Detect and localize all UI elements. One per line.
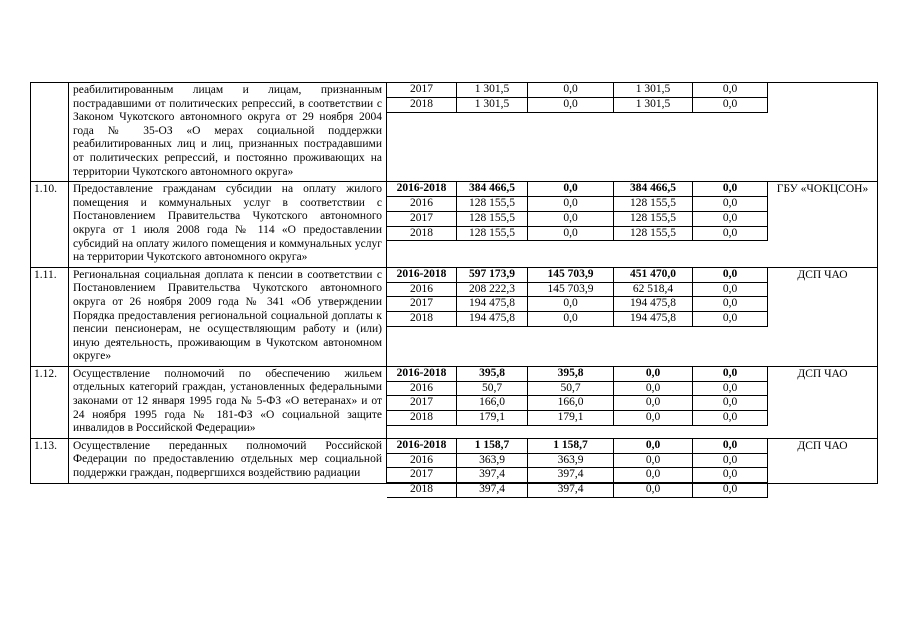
responsible-executor: ГБУ «ЧОКЦСОН»	[776, 183, 869, 196]
year-cell: 2018	[387, 98, 457, 112]
total-cell: 397,4	[457, 483, 528, 497]
row-description: Осуществление переданных полномочий Российской Федерации по предоставлению отдельных мер социальной поддержки граждан, подвергшихся воздействию радиации	[69, 439, 387, 483]
other-sources-cell: 0,0	[693, 468, 768, 482]
funding-row	[387, 212, 768, 227]
federal-budget-cell: 0,0	[528, 227, 614, 241]
district-budget-cell: 0,0	[614, 367, 693, 381]
funding-row	[387, 454, 768, 469]
row-number: 1.13.	[31, 439, 69, 483]
table-row	[30, 367, 878, 439]
funding-row	[387, 283, 768, 298]
other-sources-cell: 0,0	[693, 268, 768, 282]
total-cell: 397,4	[457, 468, 528, 482]
funding-grid	[387, 83, 768, 113]
year-cell: 2017	[387, 396, 457, 410]
total-cell: 1 158,7	[457, 439, 528, 453]
other-sources-cell: 0,0	[693, 297, 768, 311]
total-cell: 194 475,8	[457, 312, 528, 326]
year-cell: 2016-2018	[387, 367, 457, 381]
row-number: 1.10.	[31, 182, 69, 267]
table-row	[30, 182, 878, 268]
year-cell: 2016-2018	[387, 439, 457, 453]
other-sources-cell: 0,0	[693, 396, 768, 410]
year-cell: 2017	[387, 468, 457, 482]
year-cell: 2016	[387, 454, 457, 468]
district-budget-cell: 194 475,8	[614, 312, 693, 326]
federal-budget-cell: 0,0	[528, 182, 614, 196]
other-sources-cell: 0,0	[693, 454, 768, 468]
year-cell: 2016-2018	[387, 268, 457, 282]
year-cell: 2018	[387, 411, 457, 425]
other-sources-cell: 0,0	[693, 367, 768, 381]
total-cell: 128 155,5	[457, 212, 528, 226]
federal-budget-cell: 179,1	[528, 411, 614, 425]
funding-row	[387, 411, 768, 426]
table-row	[30, 268, 878, 367]
funding-grid	[387, 367, 768, 426]
total-cell: 363,9	[457, 454, 528, 468]
total-cell: 179,1	[457, 411, 528, 425]
funding-row	[387, 439, 768, 454]
responsible-executor: ДСП ЧАО	[797, 268, 848, 281]
federal-budget-cell: 397,4	[528, 483, 614, 497]
federal-budget-cell: 395,8	[528, 367, 614, 381]
other-sources-cell: 0,0	[693, 197, 768, 211]
district-budget-cell: 194 475,8	[614, 297, 693, 311]
federal-budget-cell: 397,4	[528, 468, 614, 482]
row-description: реабилитированным лицам и лицам, признанным пострадавшими от политических репрессий, в соответствии с Законом Чукотского автономного округа от 29 ноября 2004 года № 35-ОЗ «О мерах социальной поддержки реабилитированных лиц и лиц, признанных пострадавшими от политических репрессий, и постоянно проживающих на территории Чукотского автономного округа»	[69, 83, 387, 181]
federal-budget-cell: 0,0	[528, 98, 614, 112]
funding-grid	[387, 182, 768, 241]
total-cell: 50,7	[457, 382, 528, 396]
responsible-executor: ДСП ЧАО	[797, 439, 848, 452]
funding-row	[387, 483, 768, 498]
funding-row	[387, 227, 768, 242]
federal-budget-cell: 0,0	[528, 312, 614, 326]
total-cell: 395,8	[457, 367, 528, 381]
funding-row	[387, 98, 768, 113]
funding-row	[387, 197, 768, 212]
federal-budget-cell: 1 158,7	[528, 439, 614, 453]
federal-budget-cell: 0,0	[528, 212, 614, 226]
federal-budget-cell: 0,0	[528, 197, 614, 211]
funding-row	[387, 297, 768, 312]
funding-row	[387, 83, 768, 98]
district-budget-cell: 128 155,5	[614, 227, 693, 241]
table-row	[30, 438, 878, 496]
district-budget-cell: 0,0	[614, 483, 693, 497]
district-budget-cell: 1 301,5	[614, 98, 693, 112]
total-cell: 166,0	[457, 396, 528, 410]
district-budget-cell: 128 155,5	[614, 197, 693, 211]
federal-budget-cell: 166,0	[528, 396, 614, 410]
year-cell: 2018	[387, 483, 457, 497]
table-row	[30, 82, 878, 182]
responsible-executor	[768, 83, 877, 84]
funding-row	[387, 182, 768, 197]
district-budget-cell: 0,0	[614, 382, 693, 396]
row-number: 1.12.	[31, 367, 69, 438]
row-number	[31, 83, 69, 181]
federal-budget-cell: 0,0	[528, 83, 614, 97]
district-budget-cell: 0,0	[614, 396, 693, 410]
federal-budget-cell: 145 703,9	[528, 268, 614, 282]
funding-row	[387, 367, 768, 382]
row-description: Предоставление гражданам субсидии на оплату жилого помещения и коммунальных услуг в соответствии с Постановлением Правительства Чукотского автономного округа от 1 июля 2008 года № 114 «О предоставлении субсидий на оплату жилого помещения и коммунальных услуг на территории Чукотского автономного округа»	[69, 182, 387, 267]
district-budget-cell: 128 155,5	[614, 212, 693, 226]
total-cell: 194 475,8	[457, 297, 528, 311]
other-sources-cell: 0,0	[693, 98, 768, 112]
funding-row	[387, 468, 768, 483]
year-cell: 2016	[387, 197, 457, 211]
row-description: Осуществление полномочий по обеспечению жильем отдельных категорий граждан, установленных федеральными законами от 12 января 1995 года № 5-ФЗ «О ветеранах» и от 24 ноября 1995 года № 181-ФЗ «О социальной защите инвалидов в Российской Федерации»	[69, 367, 387, 438]
district-budget-cell: 384 466,5	[614, 182, 693, 196]
other-sources-cell: 0,0	[693, 83, 768, 97]
total-cell: 128 155,5	[457, 197, 528, 211]
funding-row	[387, 268, 768, 283]
year-cell: 2017	[387, 83, 457, 97]
district-budget-cell: 62 518,4	[614, 283, 693, 297]
total-cell: 1 301,5	[457, 83, 528, 97]
year-cell: 2017	[387, 212, 457, 226]
other-sources-cell: 0,0	[693, 439, 768, 453]
total-cell: 208 222,3	[457, 283, 528, 297]
year-cell: 2016	[387, 382, 457, 396]
other-sources-cell: 0,0	[693, 382, 768, 396]
other-sources-cell: 0,0	[693, 212, 768, 226]
year-cell: 2018	[387, 312, 457, 326]
program-table	[30, 82, 878, 496]
year-cell: 2016-2018	[387, 182, 457, 196]
year-cell: 2017	[387, 297, 457, 311]
other-sources-cell: 0,0	[693, 483, 768, 497]
year-cell: 2016	[387, 283, 457, 297]
other-sources-cell: 0,0	[693, 411, 768, 425]
other-sources-cell: 0,0	[693, 312, 768, 326]
federal-budget-cell: 145 703,9	[528, 283, 614, 297]
row-description: Региональная социальная доплата к пенсии в соответствии с Постановлением Правительства Чукотского автономного округа от 26 ноября 2009 года № 341 «Об утверждении Порядка предоставления региональной социальной доплаты к пенсии пенсионерам, не осуществляющим работу и (или) иную деятельность, проживающим в Чукотском автономном округе»	[69, 268, 387, 366]
total-cell: 384 466,5	[457, 182, 528, 196]
funding-row	[387, 382, 768, 397]
funding-grid	[387, 439, 768, 498]
district-budget-cell: 1 301,5	[614, 83, 693, 97]
district-budget-cell: 0,0	[614, 454, 693, 468]
federal-budget-cell: 0,0	[528, 297, 614, 311]
district-budget-cell: 451 470,0	[614, 268, 693, 282]
district-budget-cell: 0,0	[614, 468, 693, 482]
row-number: 1.11.	[31, 268, 69, 366]
total-cell: 128 155,5	[457, 227, 528, 241]
responsible-executor: ДСП ЧАО	[797, 367, 848, 380]
total-cell: 597 173,9	[457, 268, 528, 282]
funding-grid	[387, 268, 768, 327]
district-budget-cell: 0,0	[614, 411, 693, 425]
other-sources-cell: 0,0	[693, 283, 768, 297]
year-cell: 2018	[387, 227, 457, 241]
other-sources-cell: 0,0	[693, 182, 768, 196]
other-sources-cell: 0,0	[693, 227, 768, 241]
federal-budget-cell: 363,9	[528, 454, 614, 468]
district-budget-cell: 0,0	[614, 439, 693, 453]
total-cell: 1 301,5	[457, 98, 528, 112]
funding-row	[387, 396, 768, 411]
funding-row	[387, 312, 768, 327]
federal-budget-cell: 50,7	[528, 382, 614, 396]
